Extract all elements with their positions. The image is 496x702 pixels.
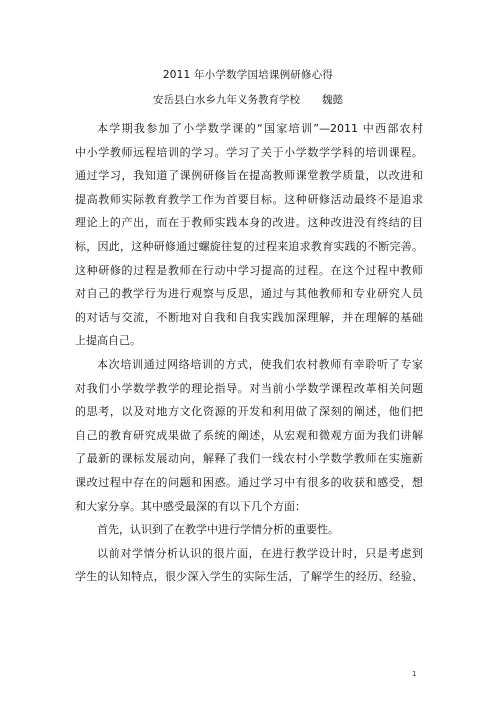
paragraph-1-line-7: 这种研修的过程是教师在行动中学习提高的过程。在这个过程中教师 — [75, 263, 423, 277]
paragraph-4-line-1: 以前对学情分析认识的很片面，在进行教学设计时，只是考虑到 — [97, 546, 423, 560]
paragraph-1-line-4: 提高教师实际教育教学工作为首要目标。这种研修活动最终不是追求 — [75, 192, 423, 206]
paragraph-4-line-2: 学生的认知特点，很少深入学生的实际生活，了解学生的经历、经验、 — [75, 570, 423, 584]
author-name: 魏懿 — [322, 94, 343, 106]
paragraph-2-line-3: 的思考，以及对地方文化资源的开发和利用做了深刻的阐述，他们把 — [75, 405, 423, 419]
school-name: 安岳县白水乡九年义务教育学校 — [153, 94, 300, 106]
paragraph-1-line-6: 标，因此，这种研修通过螺旋往复的过程来追求教育实践的不断完善。 — [75, 239, 423, 253]
paragraph-2-line-4: 自己的教育研究成果做了系统的阐述，从宏观和微观方面为我们讲解 — [75, 428, 423, 442]
paragraph-1-line-1: 本学期我参加了小学数学课的“国家培训”—2011 中西部农村 — [97, 122, 423, 135]
paragraph-1-line-10: 上提高自己。 — [75, 334, 141, 348]
paragraph-2-line-7: 和大家分享。其中感受最深的有以下几个方面： — [75, 499, 306, 513]
paragraph-1-line-3: 通过学习，我知道了课例研修旨在提高教师课堂教学质量，以改进和 — [75, 169, 423, 183]
paragraph-2-line-5: 了最新的课标发展动向，解释了我们一线农村小学数学教师在实施新 — [75, 452, 423, 466]
document-body — [75, 117, 423, 589]
document-title: 2011 年小学数学国培课例研修心得 — [162, 69, 334, 81]
paragraph-1-line-9: 的对话与交流，不断地对自我和自我实践加深理解，并在理解的基础 — [75, 310, 423, 324]
page-number: 1 — [412, 670, 417, 678]
paragraph-1-line-2: 中小学教师远程培训的学习。学习了关于小学数学学科的培训课程。 — [75, 145, 423, 159]
paragraph-2-line-2: 对我们小学数学教学的理论指导。对当前小学数学课程改革相关问题 — [75, 381, 423, 395]
document-byline — [0, 93, 496, 107]
paragraph-2-line-1: 本次培训通过网络培训的方式，使我们农村教师有幸聆听了专家 — [97, 357, 423, 371]
paragraph-1-line-5: 理论上的产出，而在于教师实践本身的改进。这种改进没有终结的目 — [75, 216, 423, 230]
paragraph-3-line-1: 首先，认识到了在教学中进行学情分析的重要性。 — [97, 523, 339, 537]
paragraph-2-line-6: 课改过程中存在的问题和困惑。通过学习中有很多的收获和感受，想 — [75, 475, 423, 489]
paragraph-1-line-8: 对自己的教学行为进行观察与反思，通过与其他教师和专业研究人员 — [75, 287, 423, 301]
